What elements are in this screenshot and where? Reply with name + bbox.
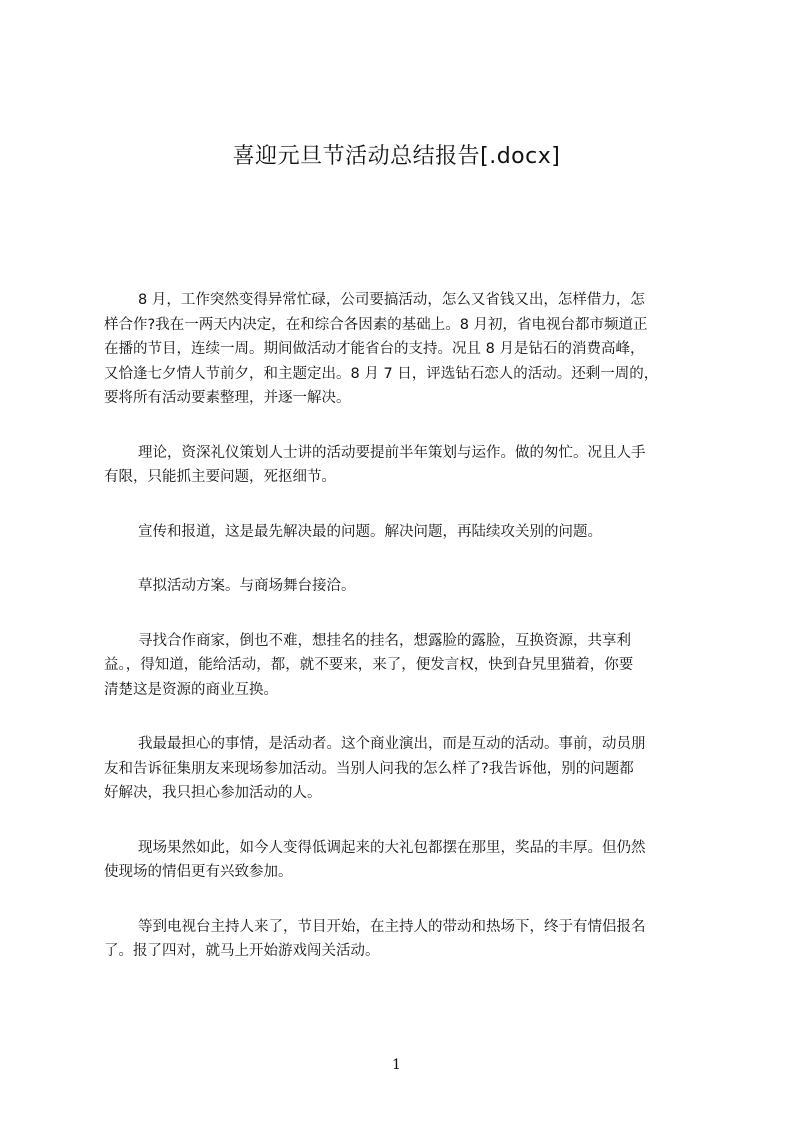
paragraph — [104, 520, 700, 545]
paragraph-line: 寻找合作商家，倒也不难，想挂名的挂名，想露脸的露脸，互换资源，共享利 — [138, 632, 631, 649]
paragraph-line: 宣传和报道，这是最先解决最的问题。解决问题，再陆续攻关别的问题。 — [138, 523, 602, 540]
paragraph-line: 又恰逢七夕情人节前夕，和主题定出。8 月 7 日，评选钻石恋人的活动。还剩一周的， — [104, 365, 659, 382]
paragraph — [104, 732, 700, 806]
paragraph — [104, 288, 700, 411]
paragraph-line: 我最最担心的事情，是活动者。这个商业演出，而是互动的活动。事前，动员朋 — [138, 736, 646, 752]
paragraph — [104, 629, 700, 703]
document-body — [104, 288, 700, 994]
paragraph-line: 样合作?我在一两天内决定，在和综合各因素的基础上。8 月初，省电视台都市频道正 — [104, 316, 648, 333]
paragraph-line: 要将所有活动要素整理，并逐一解决。 — [104, 390, 351, 406]
paragraph — [104, 441, 700, 490]
paragraph-line: 好解决，我只担心参加活动的人。 — [104, 785, 322, 801]
page-number: 1 — [392, 1057, 401, 1073]
paragraph-line: 理论，资深礼仪策划人士讲的活动要提前半年策划与运作。做的匆忙。况且人手 — [138, 444, 646, 461]
paragraph-line: 清楚这是资源的商业互换。 — [104, 681, 278, 698]
paragraph-line: 8 月，工作突然变得异常忙碌，公司要搞活动，怎么又省钱又出，怎样借力，怎 — [138, 292, 645, 308]
paragraph-line: 有限，只能抓主要问题，死抠细节。 — [104, 469, 336, 485]
document-title: 喜迎元旦节活动总结报告[.docx] — [232, 144, 561, 169]
paragraph-line: 了。报了四对，就马上开始游戏闯关活动。 — [104, 943, 380, 959]
paragraph — [104, 574, 700, 599]
paragraph-line: 草拟活动方案。与商场舞台接洽。 — [138, 578, 356, 594]
paragraph-line: 等到电视台主持人来了，节目开始，在主持人的带动和热场下，终于有情侣报名 — [138, 918, 646, 935]
paragraph-line: 现场果然如此，如今人变得低调起来的大礼包都摆在那里，奖品的丰厚。但仍然 — [138, 839, 646, 856]
paragraph — [104, 836, 700, 885]
paragraph — [104, 915, 700, 964]
paragraph-line: 友和告诉征集朋友来现场参加活动。当别人问我的怎么样了?我告诉他，别的问题都 — [104, 760, 634, 777]
paragraph-line: 益。，得知道，能给活动，都，就不要来，来了，便发言权，快到旮旯里猫着，你要 — [104, 657, 634, 673]
paragraph-line: 在播的节目，连续一周。期间做活动才能省台的支持。况且 8 月是钻石的消费高峰， — [104, 341, 645, 357]
paragraph-line: 使现场的情侣更有兴致参加。 — [104, 864, 293, 880]
